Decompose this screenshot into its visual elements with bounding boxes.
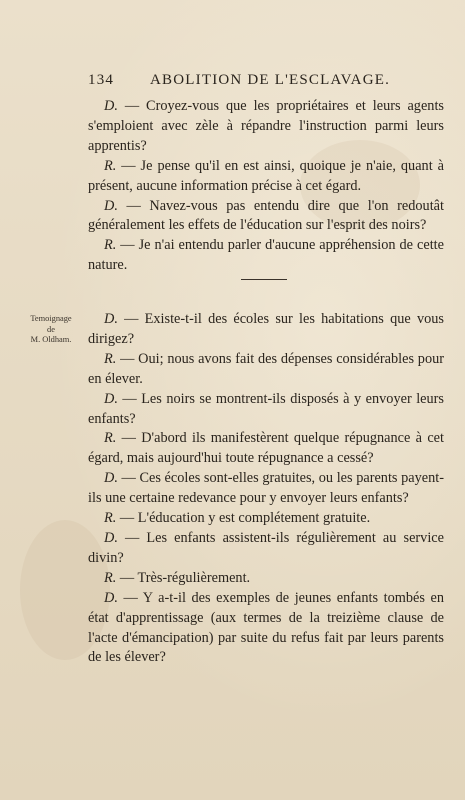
- dialogue-paragraph: [88, 469, 444, 509]
- speaker-label: D.: [104, 589, 118, 606]
- dialogue-paragraph: [88, 589, 444, 669]
- dialogue-paragraph: [88, 569, 444, 589]
- paragraph-text: — Navez-vous pas entendu dire que l'on redoutât généralement les effets de l'éducation sur l'esprit des noirs?: [88, 197, 444, 234]
- paragraph-text: — Les noirs se montrent-ils disposés à y envoyer leurs enfants?: [88, 390, 444, 427]
- dialogue-paragraph: [88, 529, 444, 569]
- dialogue-paragraph: [88, 97, 444, 157]
- speaker-label: R.: [104, 350, 117, 367]
- paragraph-text: — Oui; nous avons fait des dépenses considérables pour en élever.: [88, 350, 444, 387]
- margin-note-line: de: [47, 324, 55, 334]
- dialogue-paragraph: [88, 429, 444, 469]
- paragraph-text: — Les enfants assistent-ils régulièrement au service divin?: [88, 529, 444, 566]
- dialogue-paragraph: [88, 236, 444, 276]
- paragraph-text: — D'abord ils manifestèrent quelque répugnance à cet égard, mais aujourd'hui toute répugnance a cessé?: [88, 430, 444, 467]
- paragraph-text: — Très-régulièrement.: [116, 569, 251, 586]
- dialogue-paragraph: [88, 157, 444, 197]
- page-number: 134: [88, 72, 115, 88]
- paragraph-text: — Croyez-vous que les propriétaires et leurs agents s'emploient avec zèle à répandre l'instruction parmi leurs apprentis?: [88, 98, 444, 154]
- running-title: ABOLITION DE L'ESCLAVAGE.: [150, 72, 391, 88]
- speaker-label: D.: [104, 311, 118, 327]
- margin-note-line: M. Oldham.: [30, 335, 72, 344]
- speaker-label: R.: [104, 237, 117, 254]
- dialogue-paragraph: [88, 197, 444, 237]
- speaker-label: R.: [104, 510, 117, 527]
- paragraph-text: — Je n'ai entendu parler d'aucune appréhension de cette nature.: [88, 237, 444, 274]
- speaker-label: D.: [104, 390, 118, 407]
- dialogue-paragraph: [88, 350, 444, 390]
- speaker-label: D.: [104, 98, 118, 114]
- speaker-label: R.: [104, 569, 117, 586]
- margin-note: [16, 314, 86, 346]
- dialogue-paragraph: [88, 390, 444, 430]
- speaker-label: R.: [104, 157, 117, 174]
- speaker-label: D.: [104, 197, 118, 214]
- speaker-label: D.: [104, 470, 118, 487]
- speaker-label: R.: [104, 430, 117, 447]
- speaker-label: D.: [104, 529, 118, 546]
- running-header: [88, 72, 444, 92]
- dialogue-paragraph: [88, 310, 444, 350]
- paragraph-text: — Ces écoles sont-elles gratuites, ou les parents payent-ils une certaine redevance pour y envoyer leurs enfants?: [88, 470, 444, 507]
- dialogue-paragraph: [88, 509, 444, 529]
- paragraph-text: — L'éducation y est complétement gratuite.: [116, 510, 371, 527]
- paragraph-text: — Y a-t-il des exemples de jeunes enfants tombés en état d'apprentissage (aux termes de la treizième clause de l'acte d'émancipation) par suite du refus fait par leurs parents de les élever?: [88, 589, 444, 666]
- dialogue-section-1: [88, 97, 444, 276]
- paragraph-text: — Je pense qu'il en est ainsi, quoique je n'aie, quant à présent, aucune information précise à cet égard.: [88, 157, 444, 194]
- margin-note-line: Temoignage: [30, 314, 72, 323]
- section-divider: [241, 279, 287, 280]
- paragraph-text: — Existe-t-il des écoles sur les habitations que vous dirigez?: [88, 311, 444, 347]
- dialogue-section-2: [88, 310, 444, 668]
